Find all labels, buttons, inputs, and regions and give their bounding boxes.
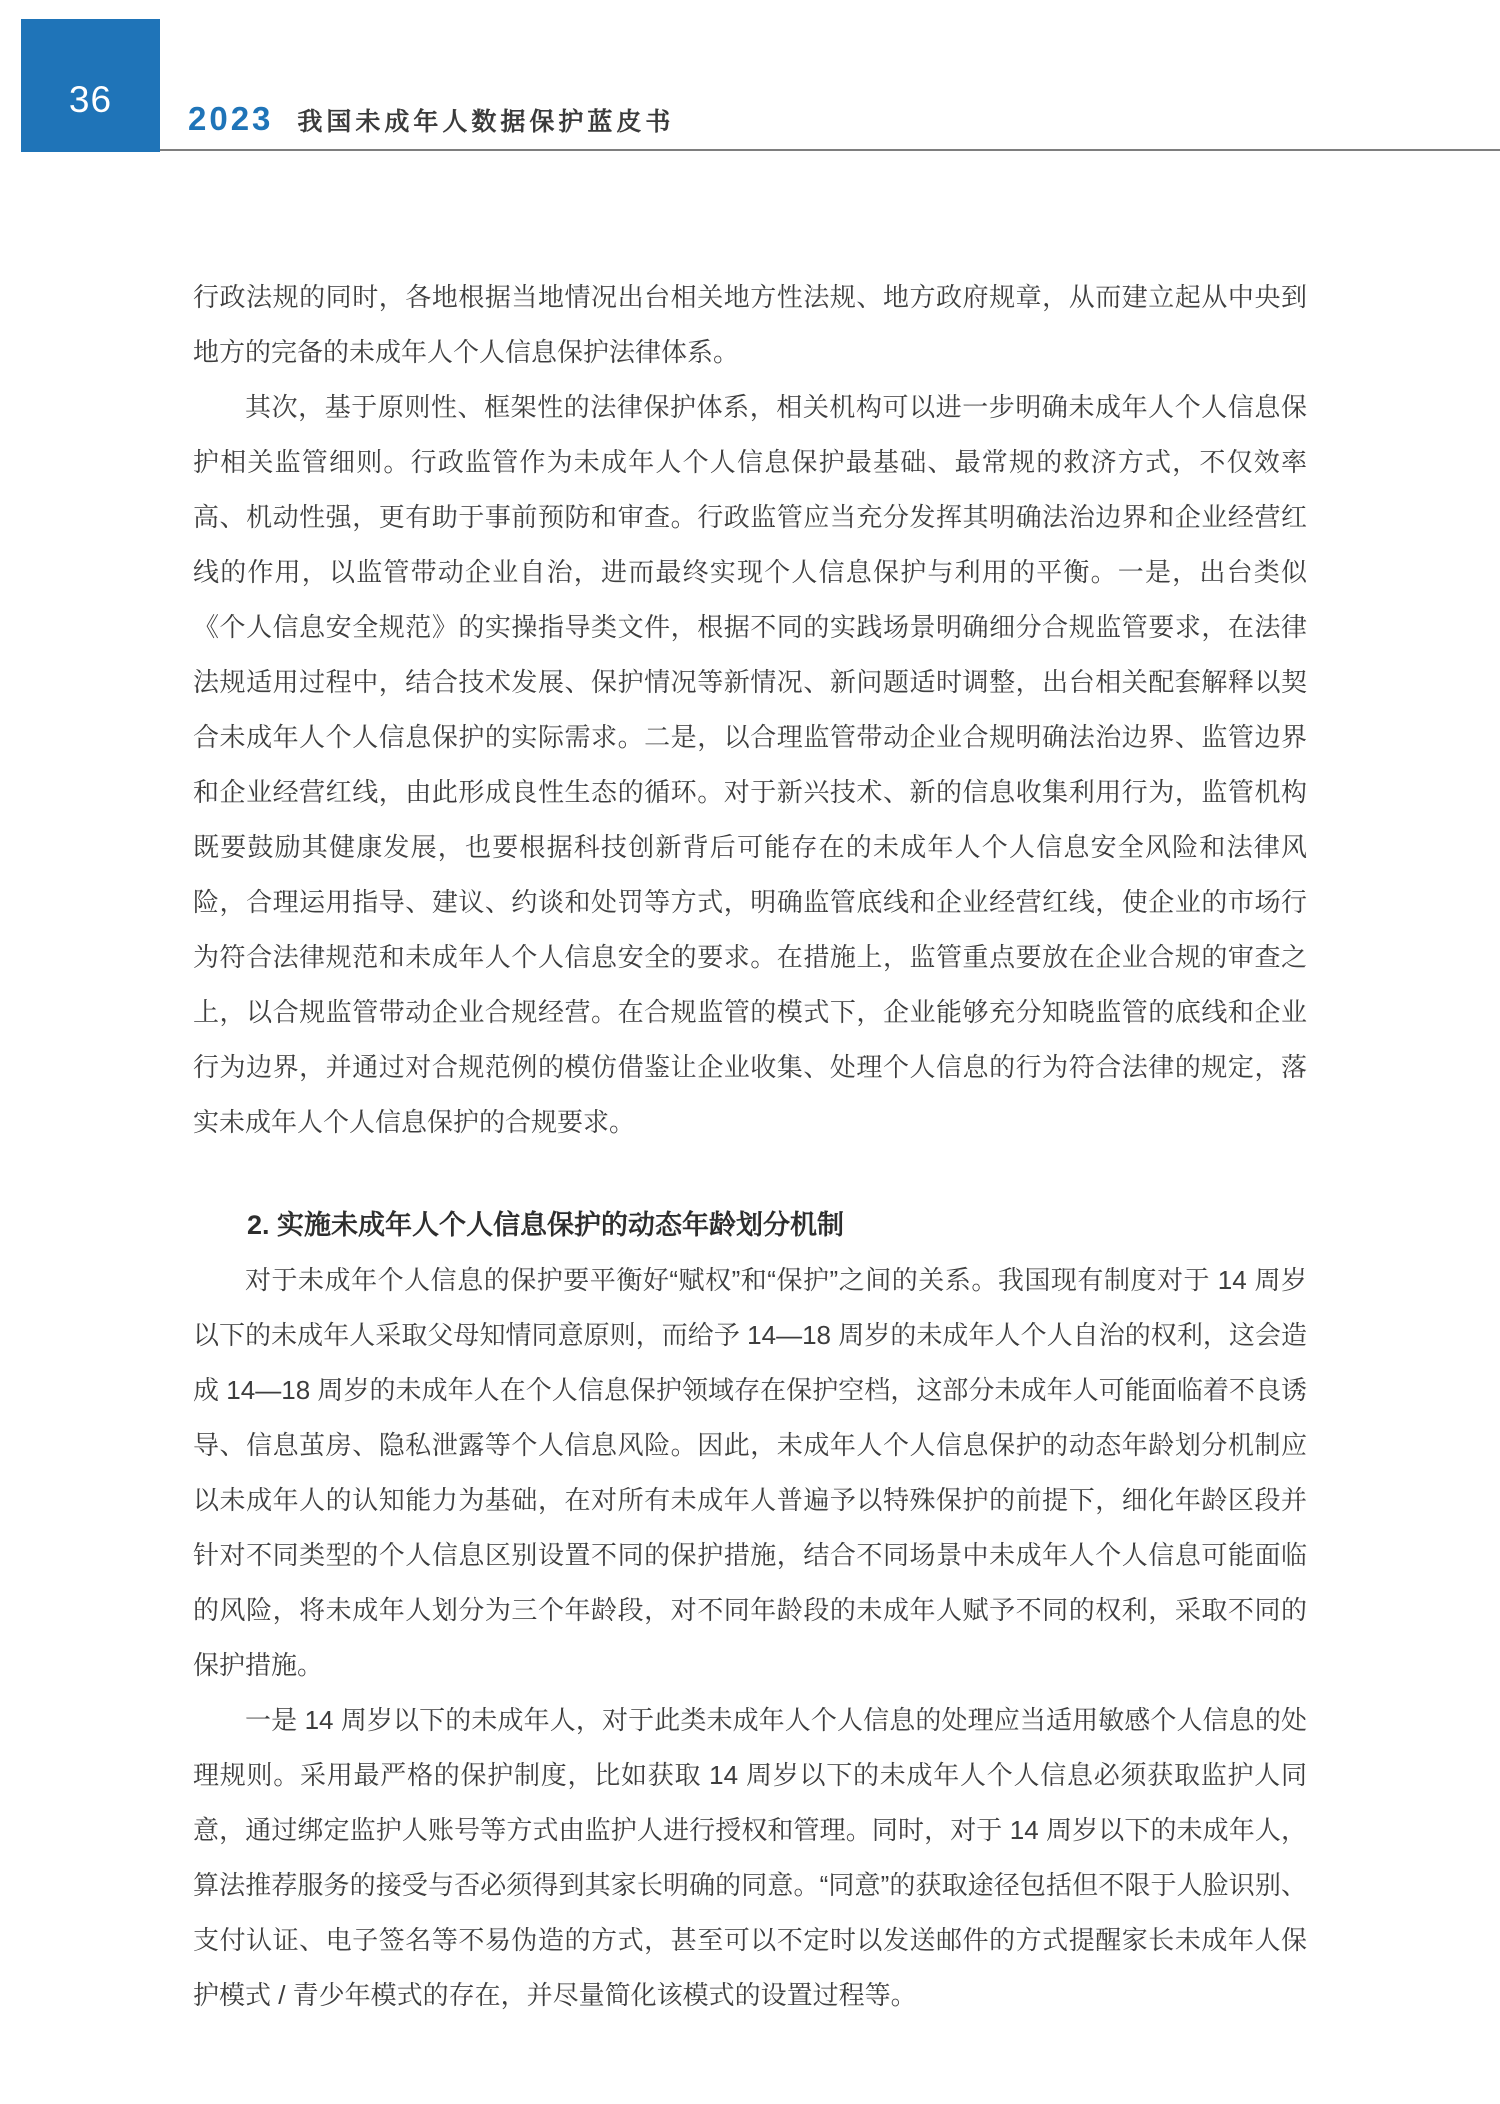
header-title-row [188,102,674,135]
header-year: 2023 [188,100,274,137]
header-book-title: 我国未成年人数据保护蓝皮书 [297,108,675,136]
body-paragraph: 一是 14 周岁以下的未成年人，对于此类未成年人个人信息的处理应当适用敏感个人信息的处理规则。采用最严格的保护制度，比如获取 14 周岁以下的未成年人个人信息必须获取监护人同意，通过绑定监护人账号等方式由监护人进行授权和管理。同时，对于 14 周岁以下的未成年人，算法推荐服务的接受与否必须得到其家长明确的同意。“同意”的获取途径包括但不限于人脸识别、支付认证、电子签名等不易伪造的方式，甚至可以不定时以发送邮件的方式提醒家长未成年人保护模式 / 青少年模式的存在，并尽量简化该模式的设置过程等。 [193,1705,1307,2010]
section-heading: 2. 实施未成年人个人信息保护的动态年龄划分机制 [247,1210,845,1240]
body-paragraph: 其次，基于原则性、框架性的法律保护体系，相关机构可以进一步明确未成年人个人信息保护相关监管细则。行政监管作为未成年人个人信息保护最基础、最常规的救济方式，不仅效率高、机动性强，更有助于事前预防和审查。行政监管应当充分发挥其明确法治边界和企业经营红线的作用，以监管带动企业自治，进而最终实现个人信息保护与利用的平衡。一是，出台类似《个人信息安全规范》的实操指导类文件，根据不同的实践场景明确细分合规监管要求，在法律法规适用过程中，结合技术发展、保护情况等新情况、新问题适时调整，出台相关配套解释以契合未成年人个人信息保护的实际需求。二是，以合理监管带动企业合规明确法治边界、监管边界和企业经营红线，由此形成良性生态的循环。对于新兴技术、新的信息收集利用行为，监管机构既要鼓励其健康发展，也要根据科技创新背后可能存在的未成年人个人信息安全风险和法律风险，合理运用指导、建议、约谈和处罚等方式，明确监管底线和企业经营红线，使企业的市场行为符合法律规范和未成年人个人信息安全的要求。在措施上，监管重点要放在企业合规的审查之上，以合规监管带动企业合规经营。在合规监管的模式下，企业能够充分知晓监管的底线和企业行为边界，并通过对合规范例的模仿借鉴让企业收集、处理个人信息的行为符合法律的规定，落实未成年人个人信息保护的合规要求。 [193,392,1307,1137]
body-paragraph-continuation: 行政法规的同时，各地根据当地情况出台相关地方性法规、地方政府规章，从而建立起从中央到地方的完备的未成年人个人信息保护法律体系。 [193,282,1307,367]
page-body [193,270,1307,2023]
body-paragraph: 对于未成年个人信息的保护要平衡好“赋权”和“保护”之间的关系。我国现有制度对于 14 周岁以下的未成年人采取父母知情同意原则，而给予 14—18 周岁的未成年人个人自治的权利，这会造成 14—18 周岁的未成年人在个人信息保护领域存在保护空档，这部分未成年人可能面临着不良诱导、信息茧房、隐私泄露等个人信息风险。因此，未成年人个人信息保护的动态年龄划分机制应以未成年人的认知能力为基础，在对所有未成年人普遍予以特殊保护的前提下，细化年龄区段并针对不同类型的个人信息区别设置不同的保护措施，结合不同场景中未成年人个人信息可能面临的风险，将未成年人划分为三个年龄段，对不同年龄段的未成年人赋予不同的权利，采取不同的保护措施。 [193,1265,1307,1680]
page-number-box [21,19,160,152]
header-rule-divider [160,149,1500,151]
page-number: 36 [68,79,113,120]
